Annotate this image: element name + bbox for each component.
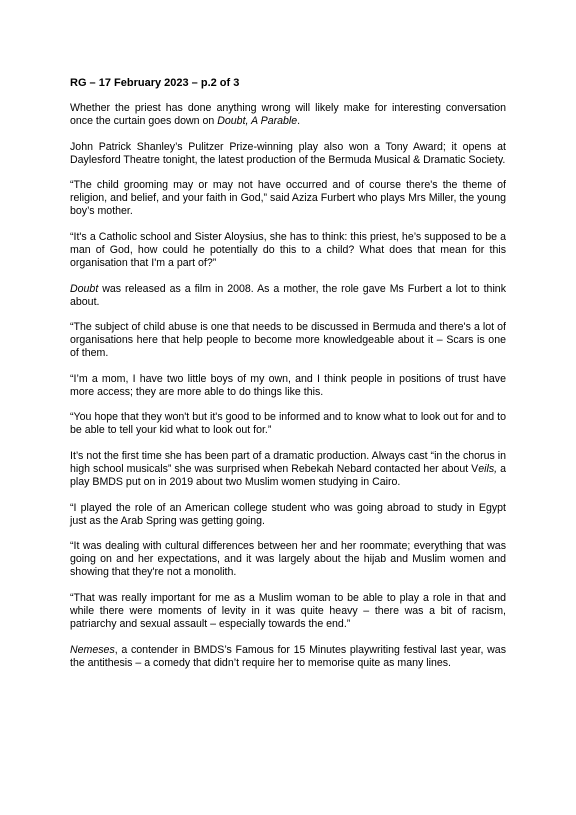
text-run: , a contender in BMDS’s Famous for 15 Minutes playwriting festival last year, was the antithesis – a comedy that didn’t require her to memorise quite as many lines.	[70, 643, 506, 669]
page-header: RG – 17 February 2023 – p.2 of 3	[70, 77, 240, 89]
paragraph	[70, 450, 506, 489]
italic-title: eils,	[478, 463, 498, 475]
text-run: “I’m a mom, I have two little boys of my own, and I think people in positions of trust have more access; they are more able to do things like this.	[70, 372, 506, 398]
paragraph	[70, 179, 506, 218]
text-run: a play BMDS put on in 2019 about two Muslim women studying in Cairo.	[70, 463, 506, 489]
italic-title: Nemeses	[70, 643, 115, 656]
text-run: “That was really important for me as a Muslim woman to be able to play a role in that and while there were moments of levity in it was quite heavy – there was a bit of racism, patriarchy and sexual assault – especially towards the end.”	[70, 591, 506, 631]
text-run: It’s not the first time she has been part of a dramatic production. Always cast “in the chorus in high school musicals” she was surprised when Rebekah Nebard contacted her about V	[70, 449, 506, 475]
paragraph	[70, 373, 506, 399]
paragraph	[70, 321, 506, 360]
text-run: .	[297, 115, 301, 128]
text-run: “The subject of child abuse is one that needs to be discussed in Bermuda and there's a lot of organisations here that help people to become more knowledgeable about it – Scars is one of them.	[70, 321, 506, 360]
paragraph	[70, 411, 506, 437]
text-run: “You hope that they won't but it's good to be informed and to know what to look out for and to be able to tell your kid what to look out for.”	[70, 411, 506, 437]
text-run: John Patrick Shanley’s Pulitzer Prize-winning play also won a Tony Award; it opens at Daylesford Theatre tonight, the latest production of the Bermuda Musical & Dramatic Society.	[70, 140, 506, 166]
paragraph	[70, 540, 506, 579]
italic-title: Doubt	[70, 282, 99, 295]
paragraph	[70, 102, 506, 128]
text-run: was released as a film in 2008. As a mother, the role gave Ms Furbert a lot to think about.	[70, 282, 506, 308]
paragraph	[70, 141, 506, 167]
article-body	[70, 102, 506, 670]
text-run: “It's a Catholic school and Sister Aloysius, she has to think: this priest, he’s supposed to be a man of God, how could he potentially do this to a child? What does that mean for this organisation that I'm a part of?”	[70, 230, 506, 270]
paragraph	[70, 592, 506, 631]
italic-title: Doubt, A Parable	[217, 115, 298, 128]
text-run: “It was dealing with cultural differences between her and her roommate; everything that was going on and her expectations, and it was largely about the hijab and Muslim women and showing that they're not a monolith.	[70, 540, 506, 579]
paragraph	[70, 502, 506, 528]
text-run: “The child grooming may or may not have occurred and of course there's the theme of religion, and belief, and your faith in God,” said Aziza Furbert who plays Mrs Miller, the young boy’s mother.	[70, 179, 506, 218]
text-run: Whether the priest has done anything wrong will likely make for interesting conversation once the curtain goes down on	[70, 102, 506, 128]
text-run: “I played the role of an American college student who was going abroad to study in Egypt just as the Arab Spring was getting going.	[70, 501, 506, 527]
paragraph	[70, 231, 506, 270]
paragraph	[70, 283, 506, 309]
paragraph	[70, 644, 506, 670]
